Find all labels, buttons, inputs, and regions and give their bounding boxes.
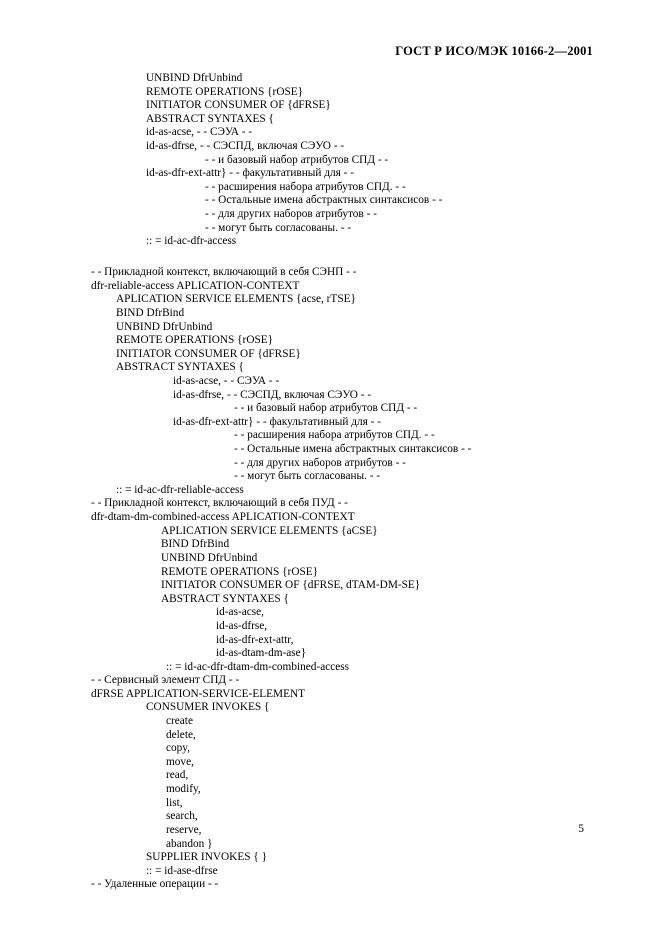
code-line: :: = id-ac-dfr-access <box>146 235 237 247</box>
code-line: BIND DfrBind <box>161 538 230 550</box>
code-line: INITIATOR CONSUMER OF {dFRSE} <box>146 99 331 111</box>
code-line: REMOTE OPERATIONS {rOSE} <box>116 334 274 346</box>
code-line: - - для других наборов атрибутов - - <box>205 208 377 220</box>
code-line: dfr-dtam-dm-combined-access APLICATION-CONTEXT <box>91 511 355 523</box>
code-line: abandon } <box>166 838 213 850</box>
document-header: ГОСТ Р ИСО/МЭК 10166-2—2001 <box>395 44 593 58</box>
code-line: id-as-acse, - - СЭУА - - <box>146 126 253 138</box>
code-line: search, <box>166 810 198 822</box>
code-line: - - Сервисный элемент СПД - - <box>91 674 240 686</box>
code-line: ABSTRACT SYNTAXES { <box>146 113 274 125</box>
code-line: reserve, <box>166 824 202 836</box>
code-line: ABSTRACT SYNTAXES { <box>161 593 289 605</box>
code-line: read, <box>166 769 189 781</box>
code-line: UNBIND DfrUnbind <box>116 321 213 333</box>
code-line: APLICATION SERVICE ELEMENTS {acse, rTSE} <box>116 293 356 305</box>
code-line: - - Остальные имена абстрактных синтаксисов - - <box>205 194 443 206</box>
code-line: move, <box>166 756 194 768</box>
code-line: id-as-dtam-dm-ase} <box>216 647 307 659</box>
code-line: :: = id-ac-dfr-reliable-access <box>116 484 244 496</box>
code-line: :: = id-ase-dfrse <box>146 865 218 877</box>
code-line: - - Удаленные операции - - <box>91 878 219 890</box>
code-line: REMOTE OPERATIONS {rOSE} <box>146 86 304 98</box>
code-line: UNBIND DfrUnbind <box>161 552 258 564</box>
code-line: - - и базовый набор атрибутов СПД - - <box>205 154 389 166</box>
code-line: dfr-reliable-access APLICATION-CONTEXT <box>91 280 300 292</box>
code-line: id-as-dfrse, <box>216 620 268 632</box>
code-line: INITIATOR CONSUMER OF {dFRSE, dTAM-DM-SE} <box>161 579 421 591</box>
code-line: - - могут быть согласованы. - - <box>234 470 381 482</box>
code-line: - - для других наборов атрибутов - - <box>234 457 406 469</box>
code-line: id-as-acse, - - СЭУА - - <box>173 375 280 387</box>
code-line: id-as-dfrse, - - СЭСПД, включая СЭУО - - <box>146 140 345 152</box>
code-line: id-as-dfr-ext-attr} - - факультативный для - - <box>173 416 382 428</box>
code-line: dFRSE APPLICATION-SERVICE-ELEMENT <box>91 688 306 700</box>
code-line: - - и базовый набор атрибутов СПД - - <box>234 402 418 414</box>
code-line: list, <box>166 797 183 809</box>
code-line: REMOTE OPERATIONS {rOSE} <box>161 566 319 578</box>
code-line: BIND DfrBind <box>116 307 185 319</box>
code-line: - - Остальные имена абстрактных синтаксисов - - <box>234 443 472 455</box>
code-line: id-as-dfrse, - - СЭСПД, включая СЭУО - - <box>173 389 372 401</box>
code-line: id-as-dfr-ext-attr, <box>216 634 294 646</box>
code-line: id-as-dfr-ext-attr} - - факультативный для - - <box>146 167 355 179</box>
code-line: :: = id-ac-dfr-dtam-dm-combined-access <box>166 661 350 673</box>
code-line: SUPPLIER INVOKES { } <box>146 851 268 863</box>
code-line: - - расширения набора атрибутов СПД. - - <box>234 429 435 441</box>
code-line: ABSTRACT SYNTAXES { <box>116 361 244 373</box>
code-line: modify, <box>166 783 201 795</box>
code-line: - - могут быть согласованы. - - <box>205 222 352 234</box>
code-line: - - Прикладной контекст, включающий в себя СЭНП - - <box>91 266 357 278</box>
code-line: - - расширения набора атрибутов СПД. - - <box>205 181 406 193</box>
code-line: copy, <box>166 742 191 754</box>
code-line: APLICATION SERVICE ELEMENTS {aCSE} <box>161 525 378 537</box>
code-line: id-as-acse, <box>216 606 264 618</box>
code-line: INITIATOR CONSUMER OF {dFRSE} <box>116 348 301 360</box>
code-line: delete, <box>166 729 196 741</box>
code-line: create <box>166 715 193 727</box>
code-line: UNBIND DfrUnbind <box>146 72 243 84</box>
code-line: CONSUMER INVOKES { <box>146 701 270 713</box>
code-line: - - Прикладной контекст, включающий в себя ПУД - - <box>91 497 348 509</box>
page-number: 5 <box>578 823 584 835</box>
